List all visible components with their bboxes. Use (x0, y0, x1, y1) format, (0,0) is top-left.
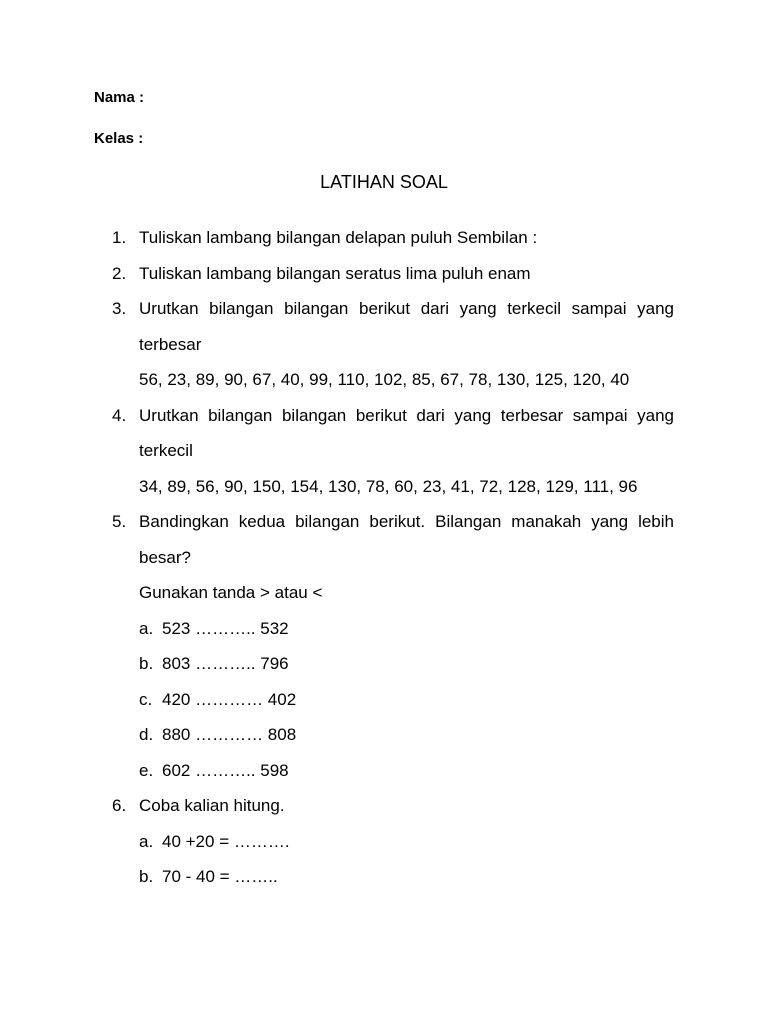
question-6 (0, 788, 768, 824)
sub-item (139, 753, 768, 789)
question-instruction: Gunakan tanda > atau < (139, 583, 323, 602)
sub-item (139, 824, 768, 860)
question-4 (0, 398, 768, 469)
sub-item-letter: b. (139, 867, 154, 886)
question-3 (0, 291, 768, 362)
number-sequence: 56, 23, 89, 90, 67, 40, 99, 110, 102, 85, 67, 78, 130, 125, 120, 40 (139, 370, 630, 389)
question-number: 1. (112, 228, 127, 247)
question-text: Tuliskan lambang bilangan delapan puluh Sembilan : (139, 228, 538, 247)
question-number: 4. (112, 405, 127, 425)
sub-item-text: 880 ………… 808 (162, 725, 297, 744)
question-text: Urutkan bilangan bilangan berikut dari yang terbesar sampai yang terkecil (139, 405, 674, 460)
sub-item-letter: d. (139, 725, 154, 744)
sub-item-letter: a. (139, 618, 154, 638)
nama-label: Nama : (94, 89, 145, 106)
question-text: Bandingkan kedua bilangan berikut. Bilangan manakah yang lebih besar? (139, 512, 674, 567)
sub-item-letter: a. (139, 831, 154, 851)
sub-item-letter: c. (139, 689, 153, 709)
sub-item-text: 602 ……….. 598 (162, 760, 289, 780)
sub-item-text: 523 ……….. 532 (162, 618, 289, 638)
question-number: 6. (112, 796, 127, 815)
question-text: Tuliskan lambang bilangan seratus lima puluh enam (139, 263, 531, 283)
sub-item (139, 717, 768, 753)
question-number: 5. (112, 512, 127, 531)
kelas-label: Kelas : (94, 130, 144, 147)
sub-item-text: 70 - 40 = …….. (162, 867, 278, 886)
sub-item-text: 40 +20 = ………. (162, 831, 290, 851)
question-text: Urutkan bilangan bilangan berikut dari yang terkecil sampai yang terbesar (139, 299, 674, 354)
sub-item (139, 682, 768, 718)
question-5 (0, 504, 768, 575)
question-1 (0, 220, 768, 256)
sub-item-text: 803 ……….. 796 (162, 654, 289, 673)
number-sequence: 34, 89, 56, 90, 150, 154, 130, 78, 60, 23, 41, 72, 128, 129, 111, 96 (139, 476, 638, 496)
question-list (0, 220, 768, 895)
sub-item (139, 646, 768, 682)
sub-item (139, 859, 768, 895)
question-text: Coba kalian hitung. (139, 796, 285, 815)
sub-item-text: 420 ………… 402 (162, 689, 297, 709)
sub-item-letter: b. (139, 654, 154, 673)
question-number: 2. (112, 263, 127, 283)
sub-item-letter: e. (139, 760, 154, 780)
question-2 (0, 256, 768, 292)
question-number: 3. (112, 299, 127, 318)
page-title: LATIHAN SOAL (320, 172, 448, 192)
sub-item (139, 611, 768, 647)
